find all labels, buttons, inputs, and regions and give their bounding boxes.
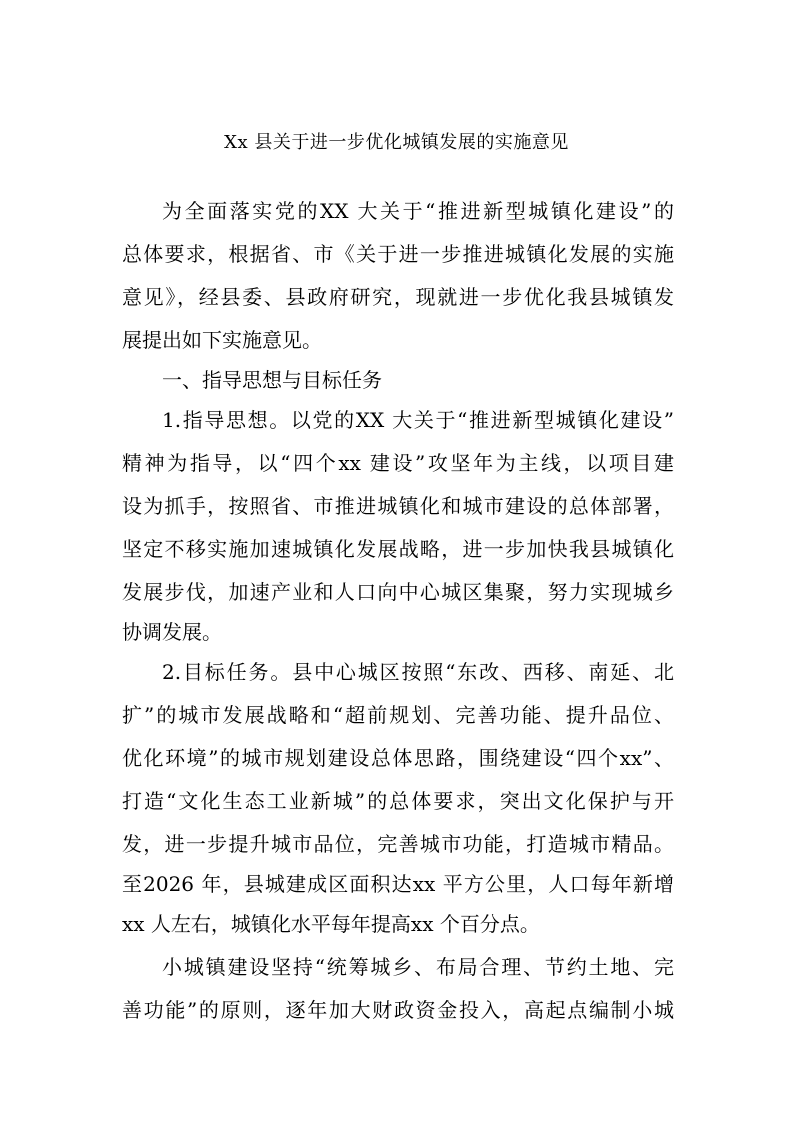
paragraph-line: 发，进一步提升城市品位，完善城市功能，打造城市精品。 — [122, 832, 674, 856]
paragraph-line: 善功能”的原则，逐年加大财政资金投入，高起点编制小城 — [122, 998, 674, 1022]
paragraph-line: 坚定不移实施加速城镇化发展战略，进一步加快我县城镇化 — [122, 537, 674, 561]
paragraph-line: 为全面落实党的XX 大关于“推进新型城镇化建设”的 — [162, 199, 674, 223]
paragraph-line: 精神为指导，以“四个xx 建设”攻坚年为主线，以项目建 — [122, 451, 674, 475]
paragraph-line: 至2026 年，县城建成区面积达xx 平方公里，人口每年新增 — [122, 872, 674, 896]
document-title: Xx 县关于进一步优化城镇发展的实施意见 — [224, 132, 569, 153]
paragraph-line: 发展步伐，加速产业和人口向中心城区集聚，努力实现城乡 — [122, 580, 674, 604]
paragraph-line: 设为抓手，按照省、市推进城镇化和城市建设的总体部署， — [122, 494, 674, 518]
paragraph-line: xx 人左右，城镇化水平每年提高xx 个百分点。 — [122, 912, 540, 936]
paragraph-line: 优化环境”的城市规划建设总体思路，围绕建设“四个xx”、 — [122, 746, 674, 770]
paragraph-line: 意见》，经县委、县政府研究，现就进一步优化我县城镇发 — [122, 285, 674, 309]
paragraph-line: 扩”的城市发展战略和“超前规划、完善功能、提升品位、 — [122, 703, 674, 727]
paragraph-line: 协调发展。 — [122, 620, 222, 644]
paragraph-line: 2.目标任务。县中心城区按照“东改、西移、南延、北 — [162, 660, 674, 684]
paragraph-line: 展提出如下实施意见。 — [122, 328, 322, 352]
paragraph-line: 1.指导思想。以党的XX 大关于“推进新型城镇化建设” — [162, 408, 674, 432]
section-heading: 一、指导思想与目标任务 — [162, 368, 382, 392]
paragraph-line: 总体要求，根据省、市《关于进一步推进城镇化发展的实施 — [122, 242, 674, 266]
paragraph-line: 打造“文化生态工业新城”的总体要求，突出文化保护与开 — [122, 789, 674, 813]
paragraph-line: 小城镇建设坚持“统筹城乡、布局合理、节约土地、完 — [162, 955, 674, 979]
